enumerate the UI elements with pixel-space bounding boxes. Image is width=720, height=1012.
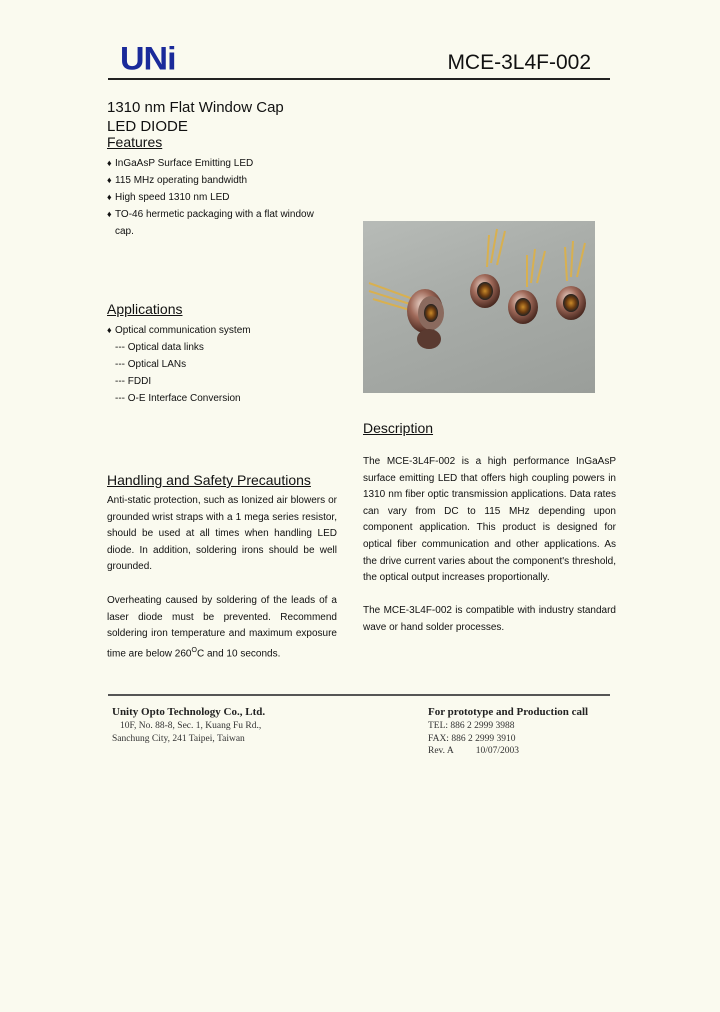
product-title bbox=[107, 98, 284, 136]
applications-list bbox=[107, 322, 347, 407]
company-logo: UNi bbox=[120, 40, 176, 78]
list-item: ♦ InGaAsP Surface Emitting LED bbox=[107, 155, 347, 172]
list-item: ♦ Optical communication system bbox=[107, 322, 347, 339]
handling-paragraph-2: Overheating caused by soldering of the leads of a laser diode must be prevented. Recommend soldering iron temperature and maximum exposure time are below $260^OC$ and 10 seconds. bbox=[107, 595, 337, 660]
contact-fax: FAX: 886 2 2999 3910 bbox=[428, 733, 516, 744]
applications-heading: Applications bbox=[107, 301, 183, 317]
company-info bbox=[112, 706, 372, 745]
company-name: Unity Opto Technology Co., Ltd. bbox=[112, 706, 266, 718]
company-address-line1: 10F, No. 88-8, Sec. 1, Kuang Fu Rd., bbox=[120, 721, 262, 731]
bullet-icon: ♦ bbox=[107, 175, 112, 185]
list-subitem: --- FDDI bbox=[115, 376, 152, 387]
features-list bbox=[107, 155, 347, 240]
description-paragraph-2: The MCE-3L4F-002 is compatible with industry standard wave or hand solder processes. bbox=[363, 605, 616, 633]
description-heading: Description bbox=[363, 420, 434, 436]
list-item: ♦ TO-46 hermetic packaging with a flat window bbox=[107, 206, 347, 223]
list-item-continued: cap. bbox=[115, 226, 134, 237]
list-subitem: --- O-E Interface Conversion bbox=[115, 393, 241, 404]
bullet-icon: ♦ bbox=[107, 158, 112, 168]
led-diode-photo-icon bbox=[363, 221, 595, 393]
footer-divider bbox=[108, 694, 610, 696]
features-heading: Features bbox=[107, 134, 163, 150]
list-subitem: --- Optical LANs bbox=[115, 359, 187, 370]
bullet-icon: ♦ bbox=[107, 209, 112, 219]
contact-tel: TEL: 886 2 2999 3988 bbox=[428, 721, 515, 731]
header-divider bbox=[108, 78, 610, 80]
description-paragraph-1: The MCE-3L4F-002 is a high performance InGaAsP surface emitting LED that offers high coupling powers in 1310 nm fiber optic transmission applications. Data rates can vary from DC to 115 MHz depending upon component application. This product is designed for optical fiber communication and other applications. As the drive current varies about the component's threshold, the optical output increases proportionally. bbox=[363, 456, 616, 584]
handling-paragraph-1: Anti-static protection, such as Ionized air blowers or grounded wrist straps with a 1 mega series resistor, should be used at all times when handling LED diode. In addition, soldering irons should be well grounded. bbox=[107, 495, 337, 573]
handling-heading: Handling and Safety Precautions bbox=[107, 472, 311, 488]
list-subitem: --- Optical data links bbox=[115, 342, 204, 353]
product-title-line2: LED DIODE bbox=[107, 118, 188, 135]
degree-superscript: O bbox=[191, 646, 197, 654]
revision-date: 10/07/2003 bbox=[475, 746, 520, 756]
list-item: ♦ High speed 1310 nm LED bbox=[107, 189, 347, 206]
contact-info bbox=[428, 706, 628, 758]
list-item: ♦ 115 MHz operating bandwidth bbox=[107, 172, 347, 189]
company-address-line2: Sanchung City, 241 Taipei, Taiwan bbox=[112, 733, 245, 744]
revision-line bbox=[428, 745, 628, 758]
product-title-line1: 1310 nm Flat Window Cap bbox=[107, 99, 284, 116]
bullet-icon: ♦ bbox=[107, 325, 112, 335]
product-photo bbox=[363, 221, 595, 393]
part-number: MCE-3L4F-002 bbox=[447, 51, 591, 74]
bullet-icon: ♦ bbox=[107, 192, 112, 202]
revision: Rev. A bbox=[428, 746, 454, 756]
contact-heading: For prototype and Production call bbox=[428, 706, 589, 718]
